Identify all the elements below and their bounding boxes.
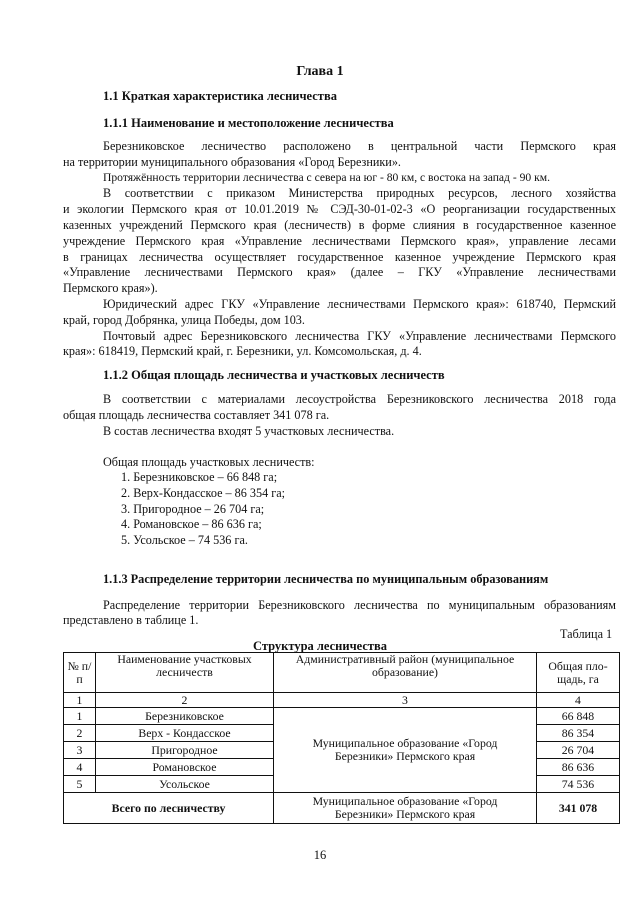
- table-cell: 2: [64, 725, 96, 742]
- paragraph-location-line-1: Березниковское лесничество расположено в центральной части Пермского края: [103, 139, 616, 153]
- table-cell: 2: [96, 693, 274, 708]
- structure-table: [63, 652, 620, 824]
- table-title: Структура лесничества: [252, 639, 388, 653]
- table-column-number-row: [64, 693, 620, 708]
- section-heading-1-1: 1.1 Краткая характеристика лесничества: [103, 89, 337, 103]
- table-cell: Пригородное: [96, 742, 274, 759]
- table-cell: 66 848: [537, 708, 620, 725]
- paragraph-order-line-7: Пермского края»).: [63, 281, 158, 295]
- table-total-area: 341 078: [537, 793, 620, 824]
- chapter-title: Глава 1: [296, 64, 344, 79]
- table-header-cell: Административный район (муниципальное образование): [274, 653, 537, 693]
- paragraph-order-line-1: В соответствии с приказом Министерства природных ресурсов, лесного хозяйства: [103, 186, 616, 200]
- paragraph-legal-address-line-2: край, город Добрянка, улица Победы, дом 103.: [63, 313, 305, 327]
- table-header-row: [64, 653, 620, 693]
- table-header-cell: Наименование участковых лесничеств: [96, 653, 274, 693]
- paragraph-postal-address-line-2: края»: 618419, Пермский край, г. Березники, ул. Комсомольская, д. 4.: [63, 344, 422, 358]
- section-heading-1-1-1: 1.1.1 Наименование и местоположение лесничества: [103, 116, 394, 130]
- paragraph-subdivisions: В состав лесничества входят 5 участковых лесничества.: [103, 424, 395, 438]
- table-cell: 4: [64, 759, 96, 776]
- paragraph-postal-address-line-1: Почтовый адрес Березниковского лесничества ГКУ «Управление лесничествами Пермского: [103, 329, 616, 343]
- paragraph-distribution-line-1: Распределение территории Березниковского лесничества по муниципальным образованиям: [103, 598, 616, 612]
- table-row: [64, 708, 620, 725]
- table-cell: 5: [64, 776, 96, 793]
- list-item: 1. Березниковское – 66 848 га;: [121, 470, 278, 484]
- paragraph-extent: Протяжённость территории лесничества с севера на юг - 80 км, с востока на запад - 90 км.: [103, 171, 550, 184]
- table-cell: 3: [64, 742, 96, 759]
- table-cell: 3: [274, 693, 537, 708]
- paragraph-total-area-line-1: В соответствии с материалами лесоустройства Березниковского лесничества 2018 года: [103, 392, 616, 406]
- paragraph-total-area-line-2: общая площадь лесничества составляет 341 078 га.: [63, 408, 330, 422]
- table-total-district: Муниципальное образование «Город Березники» Пермского края: [274, 793, 537, 824]
- table-total-row: [64, 793, 620, 824]
- table-cell: Верх - Кондасское: [96, 725, 274, 742]
- table-header-cell: Общая пло-щадь, га: [537, 653, 620, 693]
- table-cell: 4: [537, 693, 620, 708]
- paragraph-order-line-4: учреждение Пермского края «Управление лесничествами Пермского края», управление лесами: [63, 234, 616, 248]
- table-cell: Романовское: [96, 759, 274, 776]
- table-caption: Таблица 1: [560, 627, 613, 641]
- list-item: 3. Пригородное – 26 704 га;: [121, 502, 265, 516]
- table-cell: 86 354: [537, 725, 620, 742]
- list-item: 5. Усольское – 74 536 га.: [121, 533, 248, 547]
- table-cell: 1: [64, 708, 96, 725]
- list-item: 4. Романовское – 86 636 га;: [121, 517, 262, 531]
- table-cell: 26 704: [537, 742, 620, 759]
- section-heading-1-1-2: 1.1.2 Общая площадь лесничества и участковых лесничеств: [103, 368, 445, 382]
- paragraph-distribution-line-2: представлено в таблице 1.: [63, 613, 199, 627]
- list-item: 2. Верх-Кондасское – 86 354 га;: [121, 486, 286, 500]
- table-header-cell: № п/п: [64, 653, 96, 693]
- table-cell: Усольское: [96, 776, 274, 793]
- paragraph-location-line-2: на территории муниципального образования «Город Березники».: [63, 155, 401, 169]
- table-cell: Березниковское: [96, 708, 274, 725]
- table-total-label: Всего по лесничеству: [64, 793, 274, 824]
- paragraph-order-line-3: казенных учреждений Пермского края (лесничеств) в форме слияния в государственное казенное: [63, 218, 616, 232]
- section-heading-1-1-3: 1.1.3 Распределение территории лесничества по муниципальным образованиям: [103, 572, 549, 586]
- paragraph-order-line-6: «Управление лесничествами Пермского края» (далее – ГКУ «Управление лесничествами: [63, 265, 616, 279]
- table-cell: 74 536: [537, 776, 620, 793]
- paragraph-order-line-2: и экологии Пермского края от 10.01.2019 № СЭД-30-01-02-3 «О реорганизации государственных: [63, 202, 616, 216]
- paragraph-order-line-5: в границах лесничества осуществляет государственное казенное учреждение Пермского края: [63, 250, 616, 264]
- table-cell-district-merged: Муниципальное образование «Город Березники» Пермского края: [274, 708, 537, 793]
- page-number: 16: [313, 848, 327, 862]
- paragraph-legal-address-line-1: Юридический адрес ГКУ «Управление лесничествами Пермского края»: 618740, Пермский: [103, 297, 616, 311]
- list-intro: Общая площадь участковых лесничеств:: [103, 455, 315, 469]
- table-cell: 86 636: [537, 759, 620, 776]
- table-cell: 1: [64, 693, 96, 708]
